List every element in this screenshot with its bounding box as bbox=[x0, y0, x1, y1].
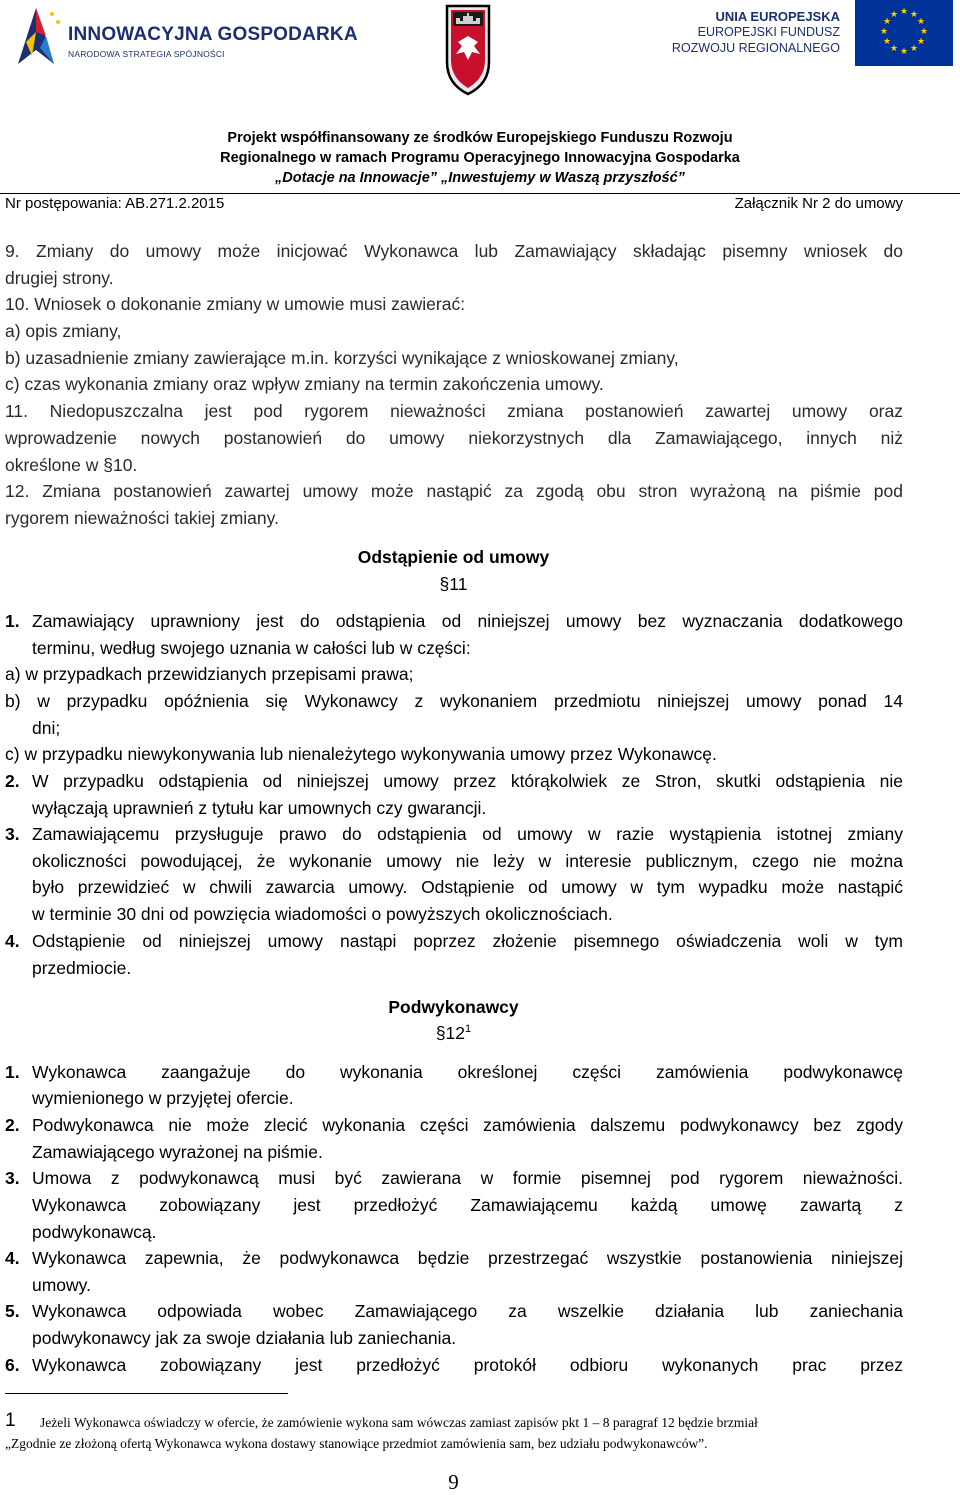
project-line-1: Projekt współfinansowany ze środków Europejskiego Funduszu Rozwoju bbox=[227, 130, 733, 146]
section-12-text: Zamawiającego wyrażonej na piśmie. bbox=[32, 1142, 323, 1162]
section-11-paragraph: §11 bbox=[439, 574, 468, 594]
svg-text:★: ★ bbox=[919, 27, 929, 37]
item-number: 6. bbox=[5, 1355, 20, 1375]
footnote-line-1: Jeżeli Wykonawca oświadczy w ofercie, że zamówienie wykona sam wówczas zamiast zapisów pkt 1 – 8 paragraf 12 będzie brzmiał bbox=[40, 1415, 758, 1430]
intro-line: 10. Wniosek o dokonanie zmiany w umowie musi zawierać: bbox=[5, 294, 466, 314]
section-12-text: Podwykonawca nie może zlecić wykonania części zamówienia dalszemu podwykonawcy bez zgody bbox=[32, 1115, 903, 1135]
intro-line: określone w §10. bbox=[5, 455, 138, 475]
section-11-text: Odstąpienie od niniejszej umowy nastąpi poprzez złożenie pisemnego oświadczenia woli w tym bbox=[32, 931, 903, 951]
project-line-3: „Dotacje na Innowacje” „Inwestujemy w Waszą przyszłość” bbox=[275, 170, 685, 186]
svg-text:★: ★ bbox=[916, 17, 926, 27]
section-11-subitem: dni; bbox=[32, 718, 61, 738]
svg-text:★: ★ bbox=[889, 44, 899, 54]
section-12-text: podwykonawcy jak za swoje działania lub zaniechania. bbox=[32, 1328, 457, 1348]
section-11-text: wyłączają uprawnień z tytułu kar umownych czy gwarancji. bbox=[32, 798, 487, 818]
section-11-text: Zamawiający uprawniony jest do odstąpienia od niniejszej umowy bez wyznaczania dodatkowego bbox=[32, 611, 903, 631]
section-12-text: Wykonawca zapewnia, że podwykonawca będzie przestrzegać wszystkie postanowienia niniejszej bbox=[32, 1248, 903, 1268]
svg-text:★: ★ bbox=[899, 47, 909, 57]
eu-logo-line-1: UNIA EUROPEJSKA bbox=[715, 9, 840, 24]
svg-text:★: ★ bbox=[882, 17, 892, 27]
case-number: Nr postępowania: AB.271.2.2015 bbox=[5, 195, 225, 212]
project-line-2: Regionalnego w ramach Programu Operacyjnego Innowacyjna Gospodarka bbox=[220, 150, 740, 166]
intro-line: a) opis zmiany, bbox=[5, 321, 122, 341]
eu-logo-line-3: ROZWOJU REGIONALNEGO bbox=[671, 41, 840, 55]
svg-text:★: ★ bbox=[909, 44, 919, 54]
intro-line: drugiej strony. bbox=[5, 268, 114, 288]
section-12-text: podwykonawcą. bbox=[32, 1222, 157, 1242]
svg-text:★: ★ bbox=[889, 10, 899, 20]
footnote-divider bbox=[5, 1393, 288, 1394]
section-11-text: okoliczności powodującej, że wykonanie umowy nie leży w interesie publicznym, czego nie można bbox=[32, 851, 903, 871]
footnote-line-2: „Zgodnie ze złożoną ofertą Wykonawca wykona dostawy stanowiące przedmiot zamówienia sam, bez udziału podwykonawców”. bbox=[5, 1436, 708, 1451]
section-11-text: terminu, według swojego uznania w całości lub w części: bbox=[32, 638, 471, 658]
section-12-text: Wykonawca zobowiązany jest przedłożyć protokół odbioru wykonanych prac przez bbox=[32, 1355, 903, 1375]
intro-line: b) uzasadnienie zmiany zawierające m.in. korzyści wynikające z wnioskowanej zmiany, bbox=[5, 348, 679, 368]
intro-line: c) czas wykonania zmiany oraz wpływ zmiany na termin zakończenia umowy. bbox=[5, 374, 604, 394]
intro-line: 9. Zmiany do umowy może inicjować Wykonawca lub Zamawiający składając pisemny wniosek do bbox=[5, 241, 903, 261]
eu-logo-line-2: EUROPEJSKI FUNDUSZ bbox=[697, 25, 840, 39]
section-11-text: było przewidzieć w chwili zawarcia umowy. Odstąpienie od umowy w tym wypadku może nastąpić bbox=[32, 877, 903, 897]
item-number: 1. bbox=[5, 611, 20, 631]
ig-emblem-icon bbox=[8, 4, 64, 68]
footnote-mark: 1 bbox=[5, 1410, 16, 1431]
section-11-text: w terminie 30 dni od powzięcia wiadomości o powyższych okolicznościach. bbox=[32, 904, 613, 924]
item-number: 4. bbox=[5, 1248, 20, 1268]
svg-text:★: ★ bbox=[916, 37, 926, 47]
section-11-text: przedmiocie. bbox=[32, 958, 132, 978]
section-11-subitem: c) w przypadku niewykonywania lub nienależytego wykonywania umowy przez Wykonawcę. bbox=[5, 744, 717, 764]
item-number: 1. bbox=[5, 1062, 20, 1082]
section-12-text: umowy. bbox=[32, 1275, 91, 1295]
section-12-paragraph bbox=[0, 1023, 907, 1044]
ig-logo-title: INNOWACYJNA GOSPODARKA bbox=[68, 24, 358, 45]
item-number: 2. bbox=[5, 771, 20, 791]
section-12-text: Wykonawca zobowiązany jest przedłożyć Zamawiającemu każdą umowę zawartą z bbox=[32, 1195, 903, 1215]
item-number: 4. bbox=[5, 931, 20, 951]
ig-logo-subtitle: NARODOWA STRATEGIA SPÓJNOŚCI bbox=[68, 49, 225, 59]
intro-line: 11. Niedopuszczalna jest pod rygorem nieważności zmiana postanowień zawartej umowy oraz bbox=[5, 401, 903, 421]
eu-regional-fund-logo bbox=[671, 0, 955, 70]
intro-line: wprowadzenie nowych postanowień do umowy niekorzystnych dla Zamawiającego, innych niż bbox=[5, 428, 903, 448]
intro-line: 12. Zmiana postanowień zawartej umowy może nastąpić za zgodą obu stron wyrażoną na piśmie pod bbox=[5, 481, 903, 501]
svg-text:★: ★ bbox=[899, 7, 909, 17]
header-divider bbox=[0, 193, 960, 194]
section-11-text: Zamawiającemu przysługuje prawo do odstąpienia od umowy w razie wystąpienia istotnej zmiany bbox=[32, 824, 903, 844]
crest-icon bbox=[443, 2, 493, 96]
section-12-text: Wykonawca zaangażuje do wykonania określonej części zamówienia podwykonawcę bbox=[32, 1062, 903, 1082]
svg-text:★: ★ bbox=[879, 27, 889, 37]
section-11-heading: Odstąpienie od umowy bbox=[357, 547, 550, 567]
item-number: 3. bbox=[5, 824, 20, 844]
section-12-text: wymienionego w przyjętej ofercie. bbox=[32, 1088, 294, 1108]
footnote-ref[interactable]: 1 bbox=[465, 1023, 472, 1036]
item-number: 3. bbox=[5, 1168, 20, 1188]
section-12-text: Umowa z podwykonawcą musi być zawierana w formie pisemnej pod rygorem nieważności. bbox=[32, 1168, 903, 1188]
municipal-crest-logo bbox=[443, 2, 493, 96]
section-12-heading: Podwykonawcy bbox=[388, 997, 519, 1017]
eu-flag-icon bbox=[855, 0, 953, 66]
attachment-label: Załącznik Nr 2 do umowy bbox=[734, 195, 903, 212]
section-11-subitem: a) w przypadkach przewidzianych przepisami prawa; bbox=[5, 664, 414, 684]
section-12-text: Wykonawca odpowiada wobec Zamawiającego za wszelkie działania lub zaniechania bbox=[32, 1301, 903, 1321]
item-number: 5. bbox=[5, 1301, 20, 1321]
innowacyjna-gospodarka-logo bbox=[8, 4, 358, 68]
svg-text:★: ★ bbox=[882, 37, 892, 47]
svg-text:★: ★ bbox=[909, 10, 919, 20]
section-12-paragraph-label: §12 bbox=[435, 1023, 466, 1043]
section-11-text: W przypadku odstąpienia od niniejszej umowy przez którąkolwiek ze Stron, skutki odstąpienia nie bbox=[32, 771, 903, 791]
item-number: 2. bbox=[5, 1115, 20, 1135]
section-11-subitem: b) w przypadku opóźnienia się Wykonawcy z wykonaniem przedmiotu niniejszej umowy ponad 14 bbox=[5, 691, 903, 711]
intro-line: rygorem nieważności takiej zmiany. bbox=[5, 508, 279, 528]
page-number: 9 bbox=[448, 1470, 459, 1494]
